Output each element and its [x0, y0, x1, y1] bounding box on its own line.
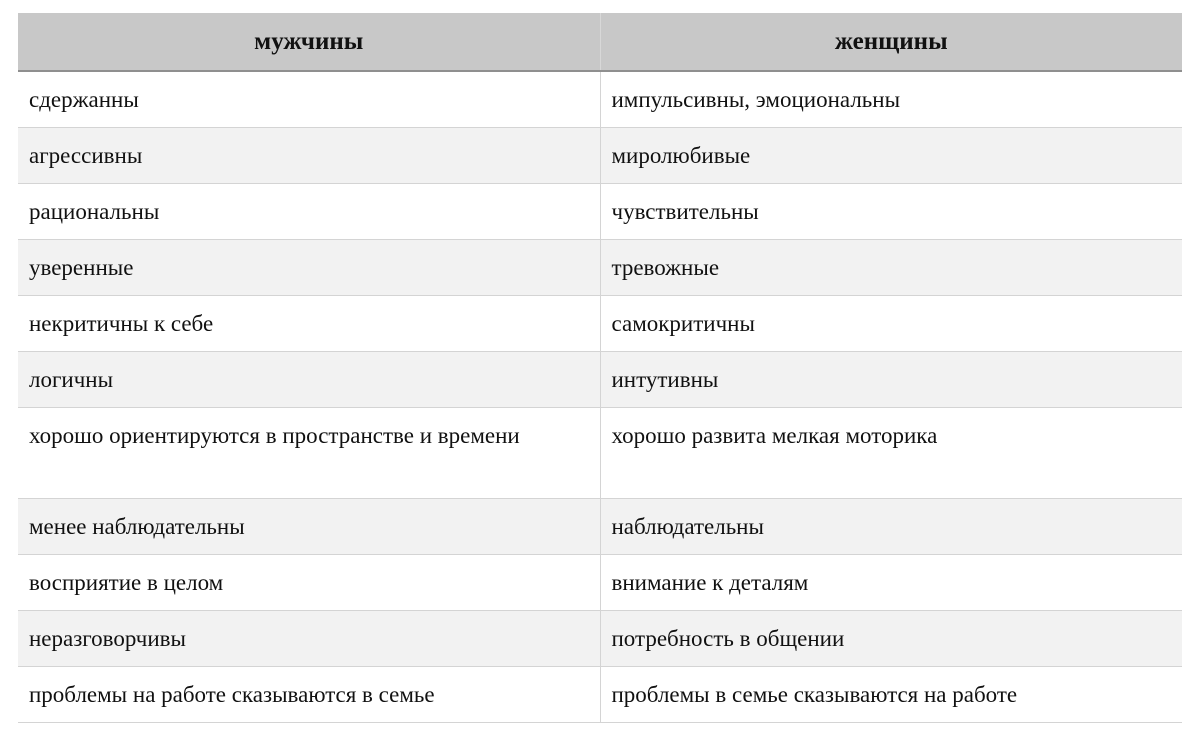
- cell-men: сдержанны: [18, 71, 600, 128]
- table-row: [18, 667, 1182, 723]
- cell-women: внимание к деталям: [600, 555, 1182, 611]
- table-row: [18, 352, 1182, 408]
- table-row: [18, 128, 1182, 184]
- cell-men: рациональны: [18, 184, 600, 240]
- cell-men: неразговорчивы: [18, 611, 600, 667]
- header-row: [18, 13, 1182, 71]
- cell-men: агрессивны: [18, 128, 600, 184]
- cell-women: хорошо развита мелкая моторика: [600, 408, 1182, 499]
- cell-men: уверенные: [18, 240, 600, 296]
- cell-men: логичны: [18, 352, 600, 408]
- comparison-table: [18, 13, 1182, 723]
- table-row: [18, 611, 1182, 667]
- table-row: [18, 499, 1182, 555]
- header-women: женщины: [600, 13, 1182, 71]
- cell-women: миролюбивые: [600, 128, 1182, 184]
- table-row: [18, 555, 1182, 611]
- table-row: [18, 184, 1182, 240]
- cell-women: проблемы в семье сказываются на работе: [600, 667, 1182, 723]
- cell-women: тревожные: [600, 240, 1182, 296]
- cell-men: восприятие в целом: [18, 555, 600, 611]
- header-men: мужчины: [18, 13, 600, 71]
- table-row: [18, 240, 1182, 296]
- table-header: [18, 13, 1182, 71]
- table-body: [18, 71, 1182, 723]
- cell-women: импульсивны, эмоциональны: [600, 71, 1182, 128]
- cell-women: интутивны: [600, 352, 1182, 408]
- cell-women: наблюдательны: [600, 499, 1182, 555]
- comparison-table-container: [18, 13, 1182, 723]
- cell-men: менее наблюдательны: [18, 499, 600, 555]
- cell-men: некритичны к себе: [18, 296, 600, 352]
- cell-men: хорошо ориентируются в пространстве и времени: [18, 408, 600, 499]
- table-row: [18, 408, 1182, 499]
- cell-women: чувствительны: [600, 184, 1182, 240]
- table-row: [18, 296, 1182, 352]
- cell-men: проблемы на работе сказываются в семье: [18, 667, 600, 723]
- table-row: [18, 71, 1182, 128]
- cell-women: потребность в общении: [600, 611, 1182, 667]
- cell-women: самокритичны: [600, 296, 1182, 352]
